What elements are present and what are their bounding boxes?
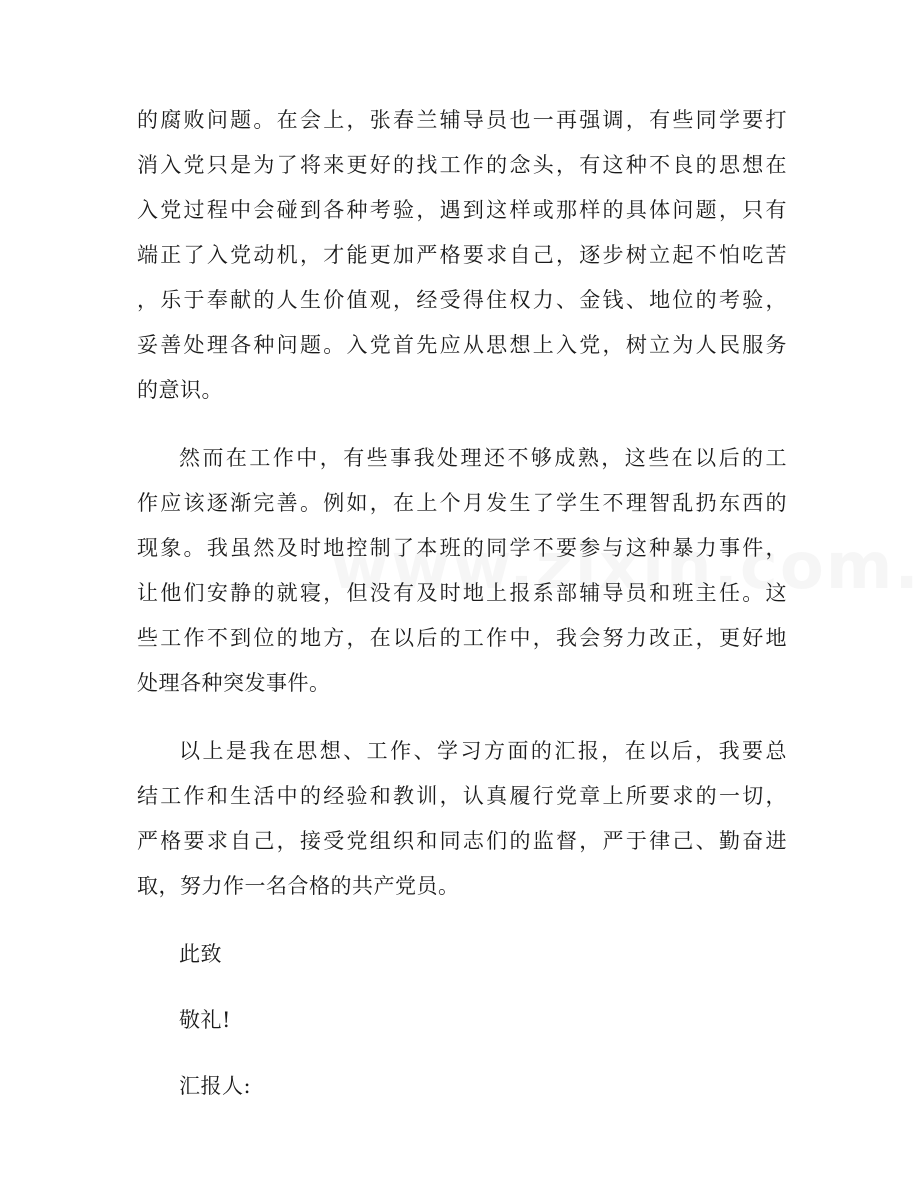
text-line: 些工作不到位的地方，在以后的工作中，我会努力改正，更好地 xyxy=(137,626,787,650)
paragraph-2 xyxy=(137,436,787,706)
reporter-label: 汇报人: xyxy=(179,1074,252,1098)
text-line: 以上是我在思想、工作、学习方面的汇报，在以后，我要总 xyxy=(179,739,787,763)
paragraph-3 xyxy=(137,729,787,909)
text-line: 作应该逐渐完善。例如，在上个月发生了学生不理智乱扔东西的 xyxy=(137,491,787,515)
text-line: 结工作和生活中的经验和教训，认真履行党章上所要求的一切， xyxy=(137,784,787,808)
regards: 敬礼! xyxy=(179,1008,231,1032)
text-line: 取，努力作一名合格的共产党员。 xyxy=(137,874,460,898)
text-line: 严格要求自己，接受党组织和同志们的监督，严于律己、勤奋进 xyxy=(137,829,787,853)
text-line: 妥善处理各种问题。入党首先应从思想上入党，树立为人民服务 xyxy=(137,333,787,357)
document-body xyxy=(137,98,787,1109)
text-line: 的意识。 xyxy=(137,378,223,402)
text-line: 消入党只是为了将来更好的找工作的念头，有这种不良的思想在 xyxy=(137,153,787,177)
paragraph-1 xyxy=(137,98,787,413)
closing-block xyxy=(137,932,787,1109)
text-line: 现象。我虽然及时地控制了本班的同学不要参与这种暴力事件， xyxy=(137,536,787,560)
text-line: ，乐于奉献的人生价值观，经受得住权力、金钱、地位的考验， xyxy=(137,288,787,312)
text-line: 入党过程中会碰到各种考验，遇到这样或那样的具体问题，只有 xyxy=(137,198,787,222)
text-line: 处理各种突发事件。 xyxy=(137,671,331,695)
text-line: 的腐败问题。在会上，张春兰辅导员也一再强调，有些同学要打 xyxy=(137,108,787,132)
text-line: 让他们安静的就寝，但没有及时地上报系部辅导员和班主任。这 xyxy=(137,581,787,605)
text-line: 端正了入党动机，才能更加严格要求自己，逐步树立起不怕吃苦 xyxy=(137,243,787,267)
text-line: 然而在工作中，有些事我处理还不够成熟，这些在以后的工 xyxy=(179,446,787,470)
salutation: 此致 xyxy=(179,942,222,966)
